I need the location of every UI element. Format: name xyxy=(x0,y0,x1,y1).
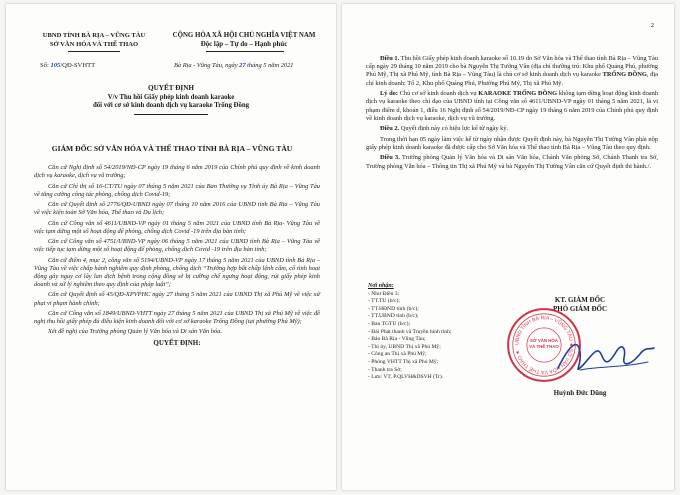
recipient-item: - TT.UBND tỉnh (b/c); xyxy=(368,313,419,320)
recipients-list xyxy=(368,283,518,382)
basis-paragraph: Căn cứ Quyết định số 2776/QĐ-UBND ngày 07 tháng 10 năm 2016 của UBND tỉnh Bà Rịa – Vũng Tàu về việc kiện toàn Sở Văn hóa, Thể thao và Du lịch; xyxy=(34,201,320,217)
nation-name: CỘNG HÒA XÃ HỘI CHỦ NGHĨA VIỆT NAM xyxy=(172,32,316,39)
recipient-item: - Lưu: VT, P.QLVH&DSVH (Tr). xyxy=(368,374,444,381)
sign-authority: KT. GIÁM ĐỐC xyxy=(554,296,606,304)
basis-paragraph: Căn cứ Công văn số 4751/UBND-VP ngày 06 tháng 5 năm 2021 của UBND tỉnh Bà Rịa – Vũng Tàu về việc tiếp tục tạm dừng một số hoạt động để phòng, chống dịch Covid -19 trên địa bàn tỉnh; xyxy=(34,238,320,254)
svg-text:SỞ VĂN HÓA: SỞ VĂN HÓA xyxy=(530,337,558,343)
page-2 xyxy=(342,4,674,490)
decision-heading: QUYẾT ĐỊNH: xyxy=(153,338,201,347)
svg-text:UBND TỈNH BÀ RỊA – VŨNG TÀU ★: UBND TỈNH BÀ RỊA – VŨNG TÀU ★ SỞ VĂN HÓA VÀ THỂ THAO ★ xyxy=(514,315,574,375)
decision-articles xyxy=(366,55,658,173)
svg-text:VÀ THỂ THAO: VÀ THỂ THAO xyxy=(529,344,559,350)
place-and-date: Bà Rịa - Vũng Tàu, ngày 27 tháng 5 năm 2021 xyxy=(174,62,294,69)
page-number: 2 xyxy=(650,22,654,29)
article-1: Điều 1. Thu hồi Giấy phép kinh doanh karaoke số 10.19 do Sở Văn hóa và Thể thao tỉnh Bà Rịa – Vũng Tàu cấp ngày 29 tháng 10 năm 2019 cho bà Nguyễn Thị Tường Vân (địa chỉ thường trú: Khu phố Quảng Phú, phường Phú Mỹ, Thị xã Phú Mỹ, tỉnh Bà Rịa – Vũng Tàu) là chủ cơ sở kinh doanh dịch vụ karaoke TRỐNG ĐỒNG, địa chỉ kinh doanh: Tổ 2, Khu phố Quảng Phú, Phường Phú Mỹ, Thị xã Phú Mỹ. xyxy=(366,55,658,87)
recipient-item: - Phòng VHTT Thị xã Phú Mỹ; xyxy=(368,358,439,365)
recipient-item: - TT.HĐND tỉnh (b/c); xyxy=(368,305,419,312)
legal-basis xyxy=(34,164,320,349)
basis-paragraph: Căn cứ Công văn số 4611/UBND-VP ngày 01 tháng 5 năm 2021 của UBND tỉnh Bà Rịa- Vũng Tàu về việc tạm dừng một số hoạt động để phòng, chống dịch Covid -19 trên địa bàn tỉnh; xyxy=(34,219,320,235)
handwritten-number: 105 xyxy=(50,62,61,69)
page-1 xyxy=(6,4,336,490)
signer-name: Huỳnh Đức Dũng xyxy=(553,389,607,397)
document-number: Số: 105/QĐ-SVHTT xyxy=(40,62,96,69)
nation-motto: Độc lập – Tự do – Hạnh phúc xyxy=(200,41,288,48)
recipient-item: - Thị ủy, UBND Thị xã Phú Mỹ; xyxy=(368,343,441,350)
national-motto xyxy=(156,31,332,49)
recipient-item: - Ban TGTU (b/c); xyxy=(368,320,410,327)
reason: Lý do: Chủ cơ sở kinh doanh dịch vụ KARAOKE TRỐNG ĐỒNG không tạm dừng hoạt động kinh doanh dịch vụ karaoke theo chỉ đạo của UBND tỉnh tại Công văn số 4611/UBND-VP ngày 01 tháng 5 năm 2021, là vi phạm điểm d, khoản 1, điều 16 Nghị định số 54/2019/NĐ-CP ngày 19 tháng 6 năm 2019 của Chính phủ quy định về kinh doanh dịch vụ karaoke, dịch vụ vũ trường. xyxy=(366,90,658,122)
basis-paragraph: Căn cứ Công văn số 1849/UBND-VHTT ngày 27 tháng 5 năm 2021 của UBND Thị xã Phú Mỹ về việc đề nghị thu hồi giấy phép đủ điều kiện kinh doanh đối với cơ sở karaoke Trống Đồng (tại phường Phú Mỹ); xyxy=(34,309,320,326)
motto-underline xyxy=(206,51,284,52)
recipient-item: - Như Điều 3; xyxy=(368,290,400,297)
basis-paragraph: Căn cứ Quyết định số 45/QĐ-XPVPHC ngày 27 tháng 5 năm 2021 của UBND Thị xã Phú Mỹ về việc xử phạt vi phạm hành chính; xyxy=(34,291,320,307)
sign-title: PHÓ GIÁM ĐỐC xyxy=(552,305,608,314)
document-title: QUYẾT ĐỊNH xyxy=(148,84,194,92)
handwritten-day: 27 xyxy=(239,62,246,69)
article-2-paragraph: Trong thời hạn 05 ngày làm việc kể từ ngày nhận được Quyết định này, bà Nguyễn Thị Tường Vân phải nộp giấy phép kinh doanh karaoke đã được cấp cho Sở Văn hóa và Thể thao tỉnh Bà Rịa – Vũng Tàu theo quy định. xyxy=(366,135,658,151)
basis-paragraph: Căn cứ điểm 4, mục 2, công văn số 5194/UBND-VP ngày 17 tháng 5 năm 2021 của UBND tỉnh Bà Rịa – Vũng Tàu về việc chấp hành nghiêm quy định phòng, chống dịch “Trường hợp bất chấp lệnh cấm, cố tình hoạt động gây nguy cơ lây lan dịch bệnh trong cộng đồng sẽ bị cưỡng chế ngưng hoạt động, rút giấy phép kinh doanh và xử lý nghiêm theo quy định của pháp luật”; xyxy=(34,256,320,289)
document-subject: V/v Thu hồi Giấy phép kinh doanh karaoke đối với cơ sở kinh doanh dịch vụ karaoke Trống Đồng xyxy=(92,94,250,110)
article-3: Điều 3. Trưởng phòng Quản lý Văn hóa và Di sản Văn hóa, Chánh Văn phòng Sở, Chánh Thanh tra Sở, Trưởng phòng Văn hóa – Thông tin Thị xã Phú Mỹ và bà Nguyễn Thị Tường Vân căn cứ Quyết định thi hành./. xyxy=(366,154,658,170)
issuer-heading: GIÁM ĐỐC SỞ VĂN HÓA VÀ THỂ THAO TỈNH BÀ RỊA – VŨNG TÀU xyxy=(51,144,293,153)
basis-paragraph: Xét đề nghị của Trưởng phòng Quản lý Văn hóa và Di sản Văn hóa. xyxy=(48,328,222,336)
recipients-heading: Nơi nhận: xyxy=(368,283,394,289)
subject-underline xyxy=(134,114,208,115)
basis-paragraph: Căn cứ Chỉ thị số 16-CT/TU ngày 07 tháng 5 năm 2021 của Ban Thường vụ Tỉnh ủy Bà Rịa – Vũng Tàu về tăng cường công tác phòng, chống dịch Covid-19; xyxy=(34,182,320,198)
issuing-agency xyxy=(34,31,154,49)
recipient-item: - Báo Bà Rịa - Vũng Tàu; xyxy=(368,336,426,343)
article-2: Điều 2. Quyết định này có hiệu lực kể từ ngày ký. xyxy=(380,125,509,133)
recipient-item: - Thanh tra Sở; xyxy=(368,366,402,373)
basis-paragraph: Căn cứ Nghị định số 54/2019/NĐ-CP ngày 19 tháng 6 năm 2019 của Chính phủ quy định về kinh doanh dịch vụ karaoke, dịch vụ vũ trường; xyxy=(34,164,320,180)
recipient-item: - Đài Phát thanh và Truyền hình tỉnh; xyxy=(368,328,452,335)
agency-underline xyxy=(68,51,120,52)
recipient-item: - TT.TU (b/c); xyxy=(368,298,400,305)
agency-department: SỞ VĂN HÓA VÀ THỂ THAO xyxy=(49,41,139,48)
recipient-item: - Công an Thị xã Phú Mỹ; xyxy=(368,351,427,358)
handwritten-signature-icon xyxy=(550,326,660,386)
agency-province: UBND TỈNH BÀ RỊA – VŨNG TÀU xyxy=(42,32,146,39)
